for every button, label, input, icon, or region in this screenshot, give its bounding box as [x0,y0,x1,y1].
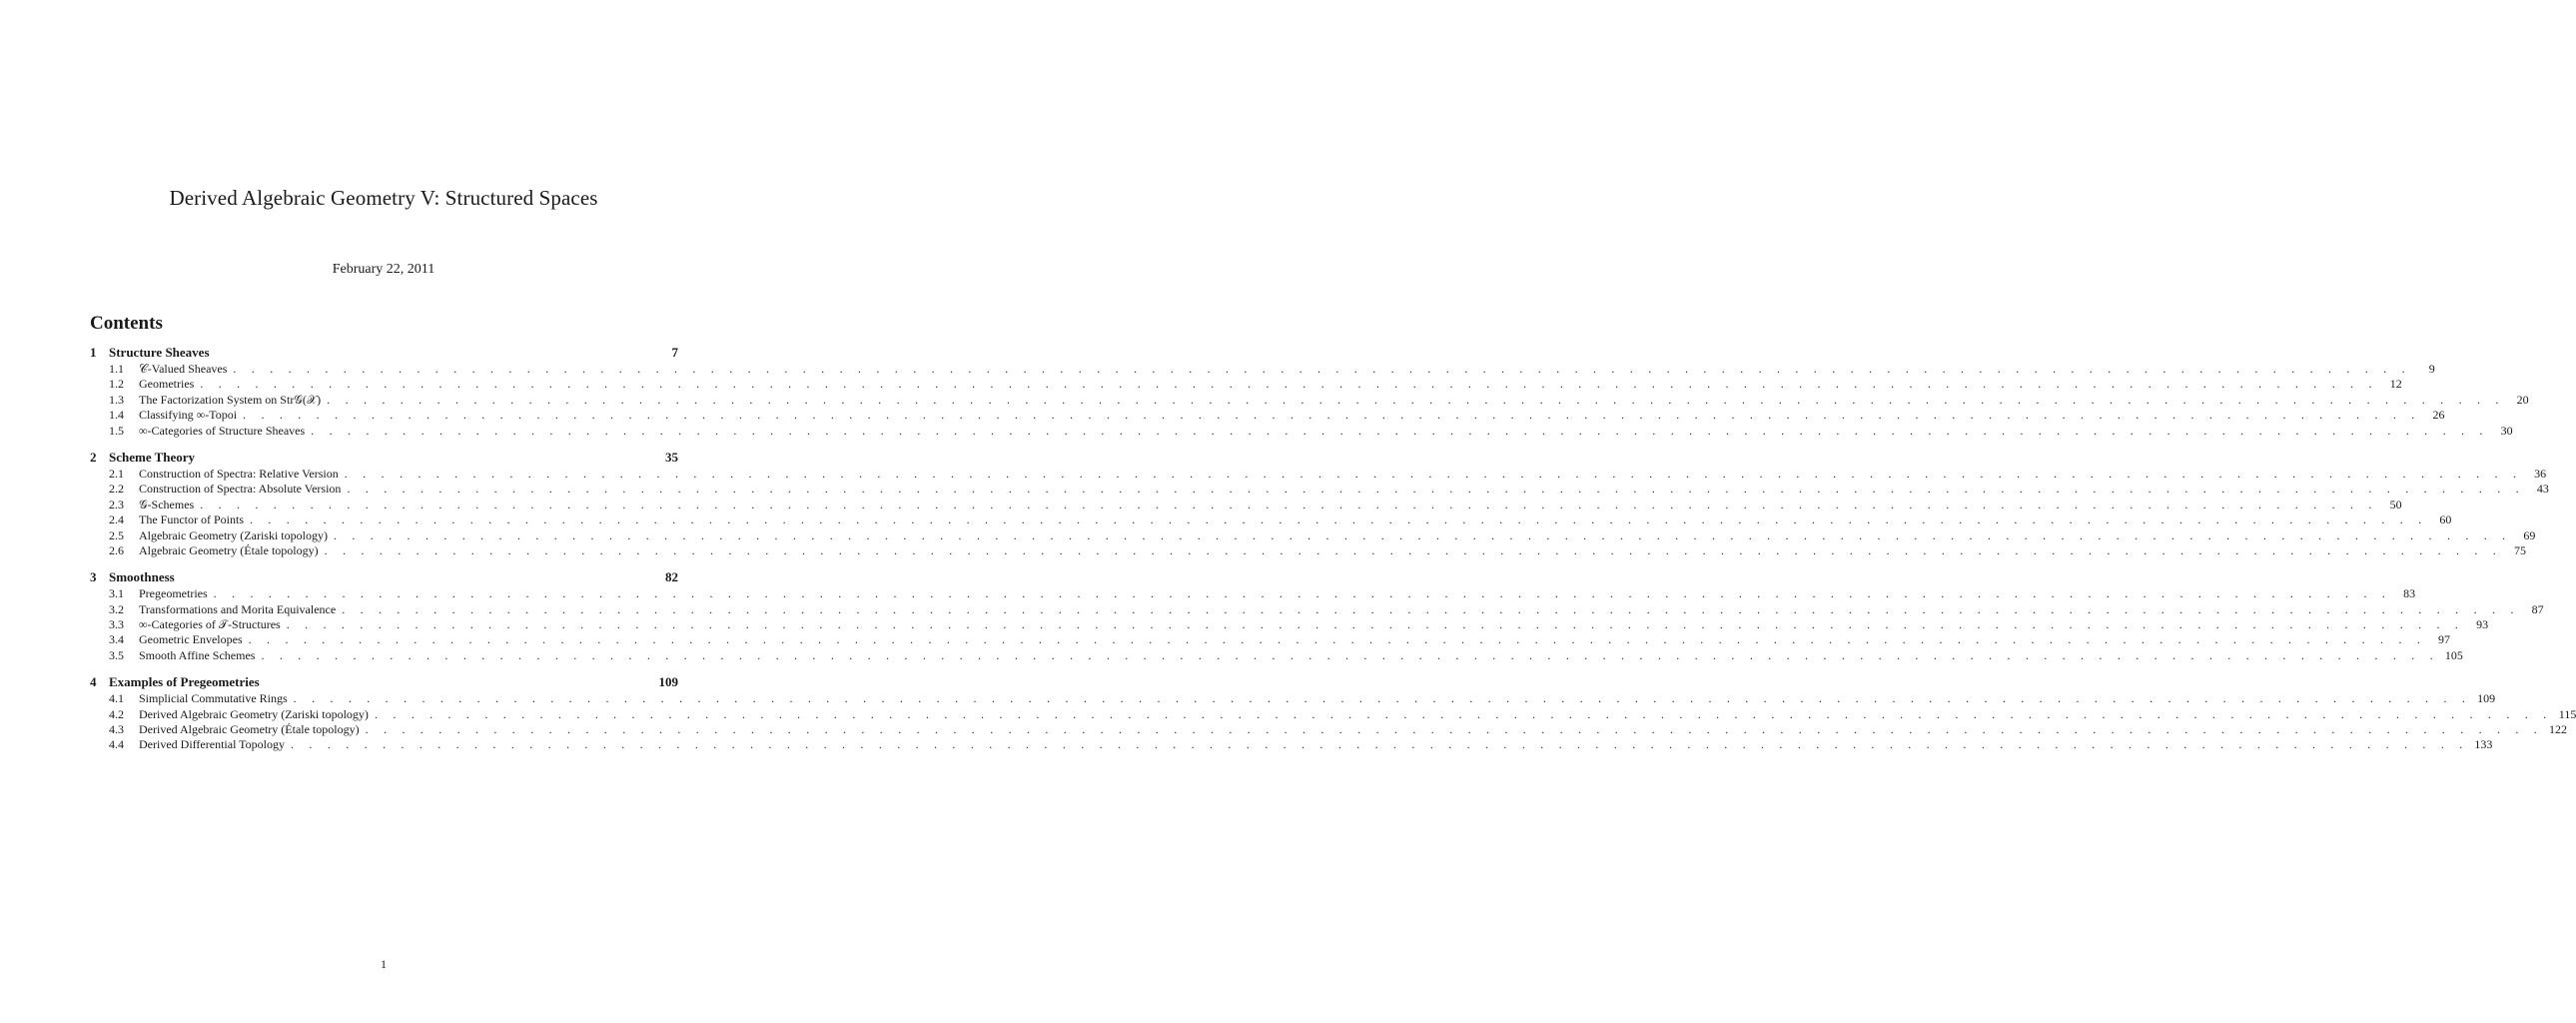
toc-subsection-row[interactable] [90,512,2452,527]
dot-leader: . . . . . . . . . . . . . . . . . . . . . . . . . . . . . . . . . . . . . . . . . . . . . . . . . . . . . . . . . . . . . . . . . . . . . . . . . . . . . . . . . . . . . . . . . . . . . . . . . . . . . . . . . . . . . . . . . . . . . . . [293,691,2472,706]
dot-leader: . . . . . . . . . . . . . . . . . . . . . . . . . . . . . . . . . . . . . . . . . . . . . . . . . . . . . . . . . . . . . . . . . . . . . . . . . . . . . . . . . . . . . . . . . . . . . . . . . . . . . . . . . . . . . . . . . . . . . . . [291,737,2469,752]
subsection-number: 2.4 [109,512,124,527]
toc-subsection-row[interactable] [90,617,2489,632]
section-page: 35 [665,449,678,465]
subsection-page: 43 [2536,482,2549,497]
subsection-number: 3.4 [109,632,124,647]
toc-section-row[interactable] [90,569,678,586]
subsection-number: 4.1 [109,691,124,706]
toc-subsection-row[interactable] [90,601,2544,617]
subsection-number: 1.2 [109,377,124,392]
dot-leader: . . . . . . . . . . . . . . . . . . . . . . . . . . . . . . . . . . . . . . . . . . . . . . . . . . . . . . . . . . . . . . . . . . . . . . . . . . . . . . . . . . . . . . . . . . . . . . . . . . . . . . . . . . . . . . . . . . . . . . . [243,408,2421,423]
subsection-number: 2.1 [109,466,124,481]
dot-leader: . . . . . . . . . . . . . . . . . . . . . . . . . . . . . . . . . . . . . . . . . . . . . . . . . . . . . . . . . . . . . . . . . . . . . . . . . . . . . . . . . . . . . . . . . . . . . . . . . . . . . . . . . . . . . . . . . . . . . . . [286,617,2465,632]
dot-leader: . . . . . . . . . . . . . . . . . . . . . . . . . . . . . . . . . . . . . . . . . . . . . . . . . . . . . . . . . . . . . . . . . . . . . . . . . . . . . . . . . . . . . . . . . . . . . . . . . . . . . . . . . . . . . . . . . . . . . . . [233,362,2411,376]
dot-leader: . . . . . . . . . . . . . . . . . . . . . . . . . . . . . . . . . . . . . . . . . . . . . . . . . . . . . . . . . . . . . . . . . . . . . . . . . . . . . . . . . . . . . . . . . . . . . . . . . . . . . . . . . . . . . . . . . . . . . . . [374,706,2553,721]
dot-leader: . . . . . . . . . . . . . . . . . . . . . . . . . . . . . . . . . . . . . . . . . . . . . . . . . . . . . . . . . . . . . . . . . . . . . . . . . . . . . . . . . . . . . . . . . . . . . . . . . . . . . . . . . . . . . . . . . . . . . . . [347,482,2525,497]
subsection-page: 69 [2523,527,2536,542]
dot-leader: . . . . . . . . . . . . . . . . . . . . . . . . . . . . . . . . . . . . . . . . . . . . . . . . . . . . . . . . . . . . . . . . . . . . . . . . . . . . . . . . . . . . . . . . . . . . . . . . . . . . . . . . . . . . . . . . . . . . . . . [250,512,2428,527]
toc-subsection-row[interactable] [90,542,2527,558]
dot-leader: . . . . . . . . . . . . . . . . . . . . . . . . . . . . . . . . . . . . . . . . . . . . . . . . . . . . . . . . . . . . . . . . . . . . . . . . . . . . . . . . . . . . . . . . . . . . . . . . . . . . . . . . . . . . . . . . . . . . . . . [200,377,2378,392]
subsection-page: 60 [2439,512,2452,527]
toc-subsection-row[interactable] [90,691,2496,706]
subsection-title: Classifying ∞-Topoi [139,408,238,423]
subsection-page: 20 [2516,392,2529,407]
toc-subsection-row[interactable] [90,377,2402,392]
subsection-title: 𝒢-Schemes [139,497,195,512]
toc-subsection-row[interactable] [90,586,2416,601]
subsection-title: Geometries [139,377,195,392]
subsection-title: Algebraic Geometry (Étale topology) [139,542,319,557]
subsection-title: 𝒞-Valued Sheaves [139,362,228,376]
subsection-title: Pregeometries [139,586,208,601]
subsection-page: 122 [2549,722,2567,737]
subsection-page: 133 [2474,737,2493,752]
section-page: 82 [665,569,678,585]
subsection-page: 105 [2444,647,2463,662]
subsection-number: 4.4 [109,737,124,752]
subsection-title: ∞-Categories of Structure Sheaves [139,423,306,438]
section-number: 2 [90,449,97,465]
toc-subsection-row[interactable] [90,423,2513,439]
subsection-title: Algebraic Geometry (Zariski topology) [139,527,328,542]
subsection-number: 4.2 [109,706,124,721]
subsection-title: The Functor of Points [139,512,244,527]
subsection-page: 30 [2500,423,2513,438]
page-number: 1 [381,957,387,971]
subsection-number: 2.6 [109,542,124,557]
toc-section [90,674,2576,753]
subsection-title: Derived Algebraic Geometry (Zariski topology) [139,706,369,721]
subsection-title: Construction of Spectra: Relative Version [139,466,339,481]
subsection-title: Construction of Spectra: Absolute Version [139,482,342,497]
subsection-page: 9 [2428,362,2435,376]
subsection-number: 3.2 [109,601,124,616]
toc-section [90,449,2549,558]
toc-subsection-row[interactable] [90,362,2435,377]
section-number: 4 [90,674,97,690]
subsection-title: Transformations and Morita Equivalence [139,601,337,616]
subsection-page: 109 [2477,691,2496,706]
subsection-page: 50 [2389,497,2402,512]
subsection-page: 26 [2432,408,2445,423]
toc-section-row[interactable] [90,345,678,362]
section-title: Smoothness [109,569,175,585]
subsection-number: 4.3 [109,722,124,737]
section-title: Scheme Theory [109,449,196,465]
toc-section [90,345,2529,439]
toc-subsection-row[interactable] [90,632,2451,647]
subsection-number: 2.5 [109,527,124,542]
toc-subsection-row[interactable] [90,408,2445,423]
section-number: 1 [90,345,97,360]
section-page: 109 [658,674,678,690]
dot-leader: . . . . . . . . . . . . . . . . . . . . . . . . . . . . . . . . . . . . . . . . . . . . . . . . . . . . . . . . . . . . . . . . . . . . . . . . . . . . . . . . . . . . . . . . . . . . . . . . . . . . . . . . . . . . . . . . . . . . . . . [344,466,2523,481]
dot-leader: . . . . . . . . . . . . . . . . . . . . . . . . . . . . . . . . . . . . . . . . . . . . . . . . . . . . . . . . . . . . . . . . . . . . . . . . . . . . . . . . . . . . . . . . . . . . . . . . . . . . . . . . . . . . . . . . . . . . . . . [333,527,2512,542]
contents-heading: Contents [90,313,163,334]
subsection-page: 115 [2558,706,2576,721]
section-number: 3 [90,569,97,585]
toc-section [90,569,2544,663]
dot-leader: . . . . . . . . . . . . . . . . . . . . . . . . . . . . . . . . . . . . . . . . . . . . . . . . . . . . . . . . . . . . . . . . . . . . . . . . . . . . . . . . . . . . . . . . . . . . . . . . . . . . . . . . . . . . . . . . . . . . . . . [324,542,2503,557]
subsection-page: 36 [2534,466,2547,481]
subsection-page: 12 [2389,377,2402,392]
toc-subsection-row[interactable] [90,527,2536,543]
document-title: Derived Algebraic Geometry V: Structured Spaces [169,186,598,210]
toc-subsection-row[interactable] [90,497,2402,512]
subsection-title: Simplicial Commutative Rings [139,691,288,706]
subsection-page: 93 [2476,617,2489,632]
subsection-title: Smooth Affine Schemes [139,647,256,662]
subsection-title: Derived Differential Topology [139,737,286,752]
toc-subsection-row[interactable] [90,722,2567,737]
subsection-title: Derived Algebraic Geometry (Étale topology) [139,722,360,737]
dot-leader: . . . . . . . . . . . . . . . . . . . . . . . . . . . . . . . . . . . . . . . . . . . . . . . . . . . . . . . . . . . . . . . . . . . . . . . . . . . . . . . . . . . . . . . . . . . . . . . . . . . . . . . . . . . . . . . . . . . . . . . [213,586,2392,601]
toc-subsection-row[interactable] [90,392,2529,408]
subsection-page: 75 [2514,542,2527,557]
subsection-number: 3.1 [109,586,124,601]
subsection-page: 83 [2403,586,2416,601]
toc-subsection-row[interactable] [90,466,2547,482]
toc-subsection-row[interactable] [90,647,2463,663]
toc-section-row[interactable] [90,674,678,691]
table-of-contents [90,345,2576,764]
section-title: Examples of Pregeometries [109,674,260,690]
toc-section-row[interactable] [90,450,678,467]
section-title: Structure Sheaves [109,345,210,360]
subsection-page: 87 [2531,601,2544,616]
subsection-number: 1.3 [109,392,124,407]
dot-leader: . . . . . . . . . . . . . . . . . . . . . . . . . . . . . . . . . . . . . . . . . . . . . . . . . . . . . . . . . . . . . . . . . . . . . . . . . . . . . . . . . . . . . . . . . . . . . . . . . . . . . . . . . . . . . . . . . . . . . . . [365,722,2543,737]
subsection-number: 2.3 [109,497,124,512]
section-page: 7 [671,345,678,360]
dot-leader: . . . . . . . . . . . . . . . . . . . . . . . . . . . . . . . . . . . . . . . . . . . . . . . . . . . . . . . . . . . . . . . . . . . . . . . . . . . . . . . . . . . . . . . . . . . . . . . . . . . . . . . . . . . . . . . . . . . . . . . [342,601,2520,616]
dot-leader: . . . . . . . . . . . . . . . . . . . . . . . . . . . . . . . . . . . . . . . . . . . . . . . . . . . . . . . . . . . . . . . . . . . . . . . . . . . . . . . . . . . . . . . . . . . . . . . . . . . . . . . . . . . . . . . . . . . . . . . [327,392,2505,407]
document-date: February 22, 2011 [332,262,435,277]
subsection-title: Geometric Envelopes [139,632,243,647]
subsection-number: 3.3 [109,617,124,632]
subsection-number: 3.5 [109,647,124,662]
dot-leader: . . . . . . . . . . . . . . . . . . . . . . . . . . . . . . . . . . . . . . . . . . . . . . . . . . . . . . . . . . . . . . . . . . . . . . . . . . . . . . . . . . . . . . . . . . . . . . . . . . . . . . . . . . . . . . . . . . . . . . . [248,632,2427,647]
subsection-number: 1.1 [109,362,124,376]
dot-leader: . . . . . . . . . . . . . . . . . . . . . . . . . . . . . . . . . . . . . . . . . . . . . . . . . . . . . . . . . . . . . . . . . . . . . . . . . . . . . . . . . . . . . . . . . . . . . . . . . . . . . . . . . . . . . . . . . . . . . . . [261,647,2439,662]
subsection-number: 2.2 [109,482,124,497]
subsection-number: 1.5 [109,423,124,438]
toc-subsection-row[interactable] [90,737,2493,752]
toc-subsection-row[interactable] [90,706,2576,722]
subsection-page: 97 [2438,632,2451,647]
dot-leader: . . . . . . . . . . . . . . . . . . . . . . . . . . . . . . . . . . . . . . . . . . . . . . . . . . . . . . . . . . . . . . . . . . . . . . . . . . . . . . . . . . . . . . . . . . . . . . . . . . . . . . . . . . . . . . . . . . . . . . . [311,423,2489,438]
subsection-number: 1.4 [109,408,124,423]
subsection-title: ∞-Categories of 𝒯-Structures [139,617,281,632]
toc-subsection-row[interactable] [90,482,2549,497]
subsection-title: The Factorization System on Str𝒢(𝒳) [139,392,322,407]
dot-leader: . . . . . . . . . . . . . . . . . . . . . . . . . . . . . . . . . . . . . . . . . . . . . . . . . . . . . . . . . . . . . . . . . . . . . . . . . . . . . . . . . . . . . . . . . . . . . . . . . . . . . . . . . . . . . . . . . . . . . . . [200,497,2378,512]
